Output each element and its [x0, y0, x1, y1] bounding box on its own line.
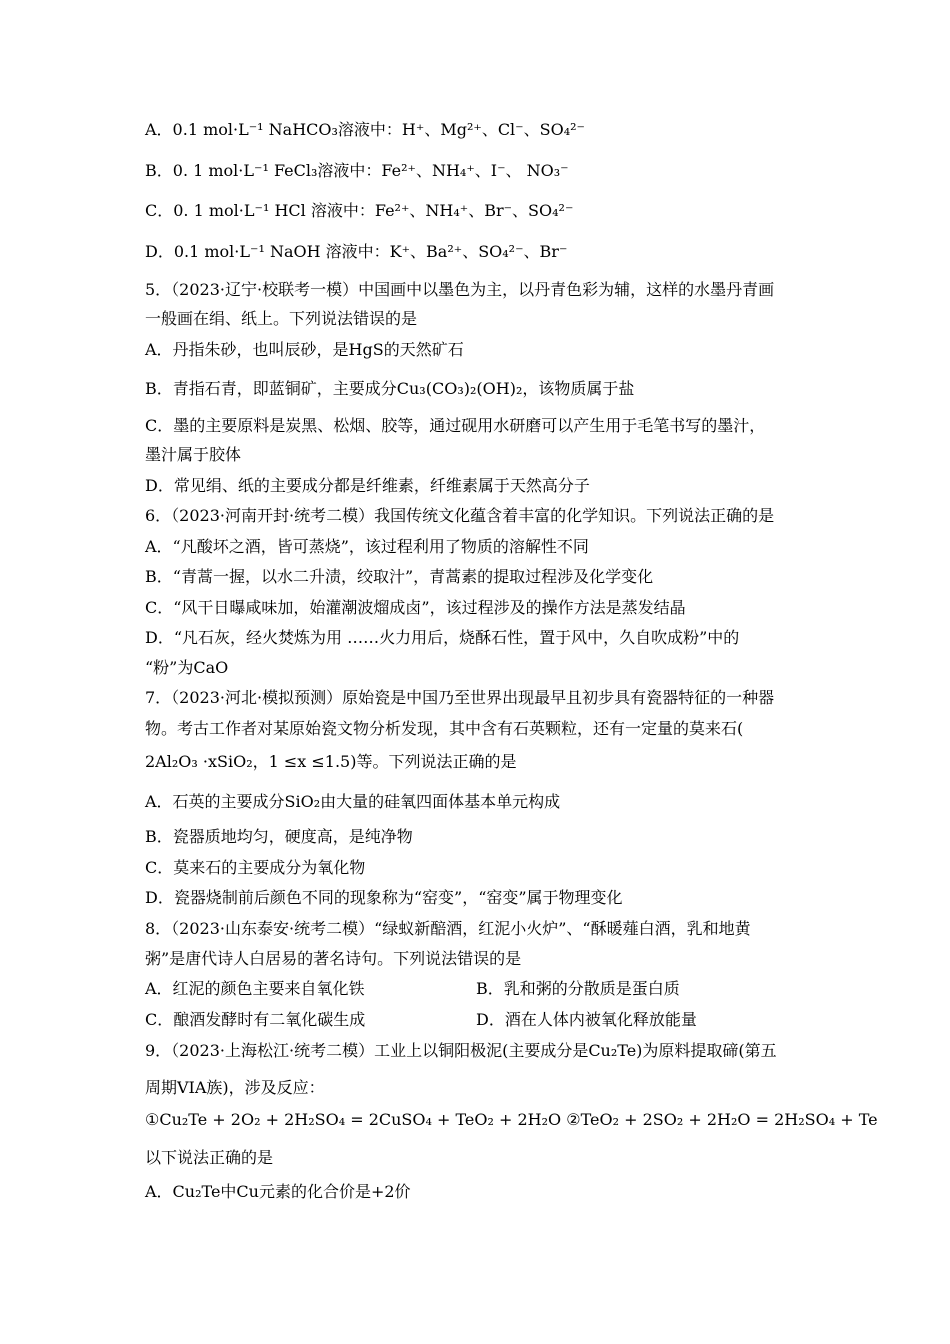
text-line-q7: 7．（2023·河北·模拟预测）原始瓷是中国乃至世界出现最早且初步具有瓷器特征的一种器: [145, 688, 775, 707]
text-line-q8b: 粥”是唐代诗人白居易的著名诗句。下列说法错误的是: [145, 949, 522, 968]
text-line-q9eq: ①Cu₂Te + 2O₂ + 2H₂SO₄ = 2CuSO₄ + TeO₂ + 2H₂O ②TeO₂ + 2SO₂ + 2H₂O = 2H₂SO₄ + Te: [145, 1110, 878, 1129]
text-line-q5C2: 墨汁属于胶体: [145, 445, 242, 464]
text-line-q4c: C．0. 1 mol·L⁻¹ HCl 溶液中：Fe²⁺、NH₄⁺、Br⁻、SO₄²⁻: [145, 201, 574, 220]
text-line-q5A: A．丹指朱砂，也叫辰砂，是HgS的天然矿石: [145, 340, 464, 359]
text-line-q6C: C．“风干日曝咸味加，始灌潮波熘成卤”，该过程涉及的操作方法是蒸发结晶: [145, 598, 686, 617]
text-line-q6B: B．“青蒿一握，以水二升渍，绞取汁”，青蒿素的提取过程涉及化学变化: [145, 567, 654, 586]
text-line-q7b: 物。考古工作者对某原始瓷文物分析发现，其中含有石英颗粒，还有一定量的莫来石(: [145, 719, 744, 738]
text-line-q8A: A．红泥的颜色主要来自氧化铁: [145, 979, 365, 998]
text-line-q4a: A．0.1 mol·L⁻¹ NaHCO₃溶液中：H⁺、Mg²⁺、Cl⁻、SO₄²⁻: [145, 120, 585, 139]
text-line-q6: 6．（2023·河南开封·统考二模）我国传统文化蕴含着丰富的化学知识。下列说法正确的是: [145, 506, 775, 525]
text-line-q9: 9．（2023·上海松江·统考二模）工业上以铜阳极泥(主要成分是Cu₂Te)为原料提取碲(第五: [145, 1041, 777, 1060]
text-line-q9A: A．Cu₂Te中Cu元素的化合价是+2价: [145, 1182, 411, 1201]
text-line-q5b: 一般画在绢、纸上。下列说法错误的是: [145, 309, 418, 328]
text-line-q9c: 以下说法正确的是: [145, 1148, 274, 1167]
text-line-q4d: D．0.1 mol·L⁻¹ NaOH 溶液中：K⁺、Ba²⁺、SO₄²⁻、Br⁻: [145, 242, 568, 261]
text-line-q8B: B．乳和粥的分散质是蛋白质: [476, 979, 680, 998]
text-line-q5C: C．墨的主要原料是炭黑、松烟、胶等，通过砚用水研磨可以产生用于毛笔书写的墨汁，: [145, 416, 766, 435]
text-line-q7c: 2Al₂O₃ ·xSiO₂，1 ≤x ≤1.5)等。下列说法正确的是: [145, 752, 517, 771]
text-line-q8C: C．酿酒发酵时有二氧化碳生成: [145, 1010, 366, 1029]
text-line-q9b: 周期VIA族)，涉及反应：: [145, 1078, 325, 1097]
text-line-q7C: C．莫来石的主要成分为氧化物: [145, 858, 366, 877]
text-line-q8D: D．酒在人体内被氧化释放能量: [476, 1010, 697, 1029]
text-line-q5B: B．青指石青，即蓝铜矿，主要成分Cu₃(CO₃)₂(OH)₂，该物质属于盐: [145, 379, 635, 398]
text-line-q7D: D．瓷器烧制前后颜色不同的现象称为“窑变”，“窑变”属于物理变化: [145, 888, 623, 907]
text-line-q6A: A．“凡酸坏之酒，皆可蒸烧”，该过程利用了物质的溶解性不同: [145, 537, 589, 556]
text-line-q4b: B．0. 1 mol·L⁻¹ FeCl₃溶液中：Fe²⁺、NH₄⁺、I⁻、 NO₃⁻: [145, 161, 569, 180]
text-line-q7A: A．石英的主要成分SiO₂由大量的硅氧四面体基本单元构成: [145, 792, 561, 811]
text-line-q8: 8．（2023·山东泰安·统考二模）“绿蚁新醅酒，红泥小火炉”、“酥暖薤白酒，乳和地黄: [145, 919, 751, 938]
text-line-q7B: B．瓷器质地均匀，硬度高，是纯净物: [145, 827, 413, 846]
text-line-q5: 5．（2023·辽宁·校联考一模）中国画中以墨色为主，以丹青色彩为辅，这样的水墨丹青画: [145, 280, 775, 299]
text-line-q6D2: “粉”为CaO: [145, 658, 229, 677]
text-line-q6D: D．“凡石灰，经火焚炼为用 ……火力用后，烧酥石性，置于风中，久自吹成粉”中的: [145, 628, 740, 647]
text-line-q5D: D．常见绢、纸的主要成分都是纤维素，纤维素属于天然高分子: [145, 476, 590, 495]
